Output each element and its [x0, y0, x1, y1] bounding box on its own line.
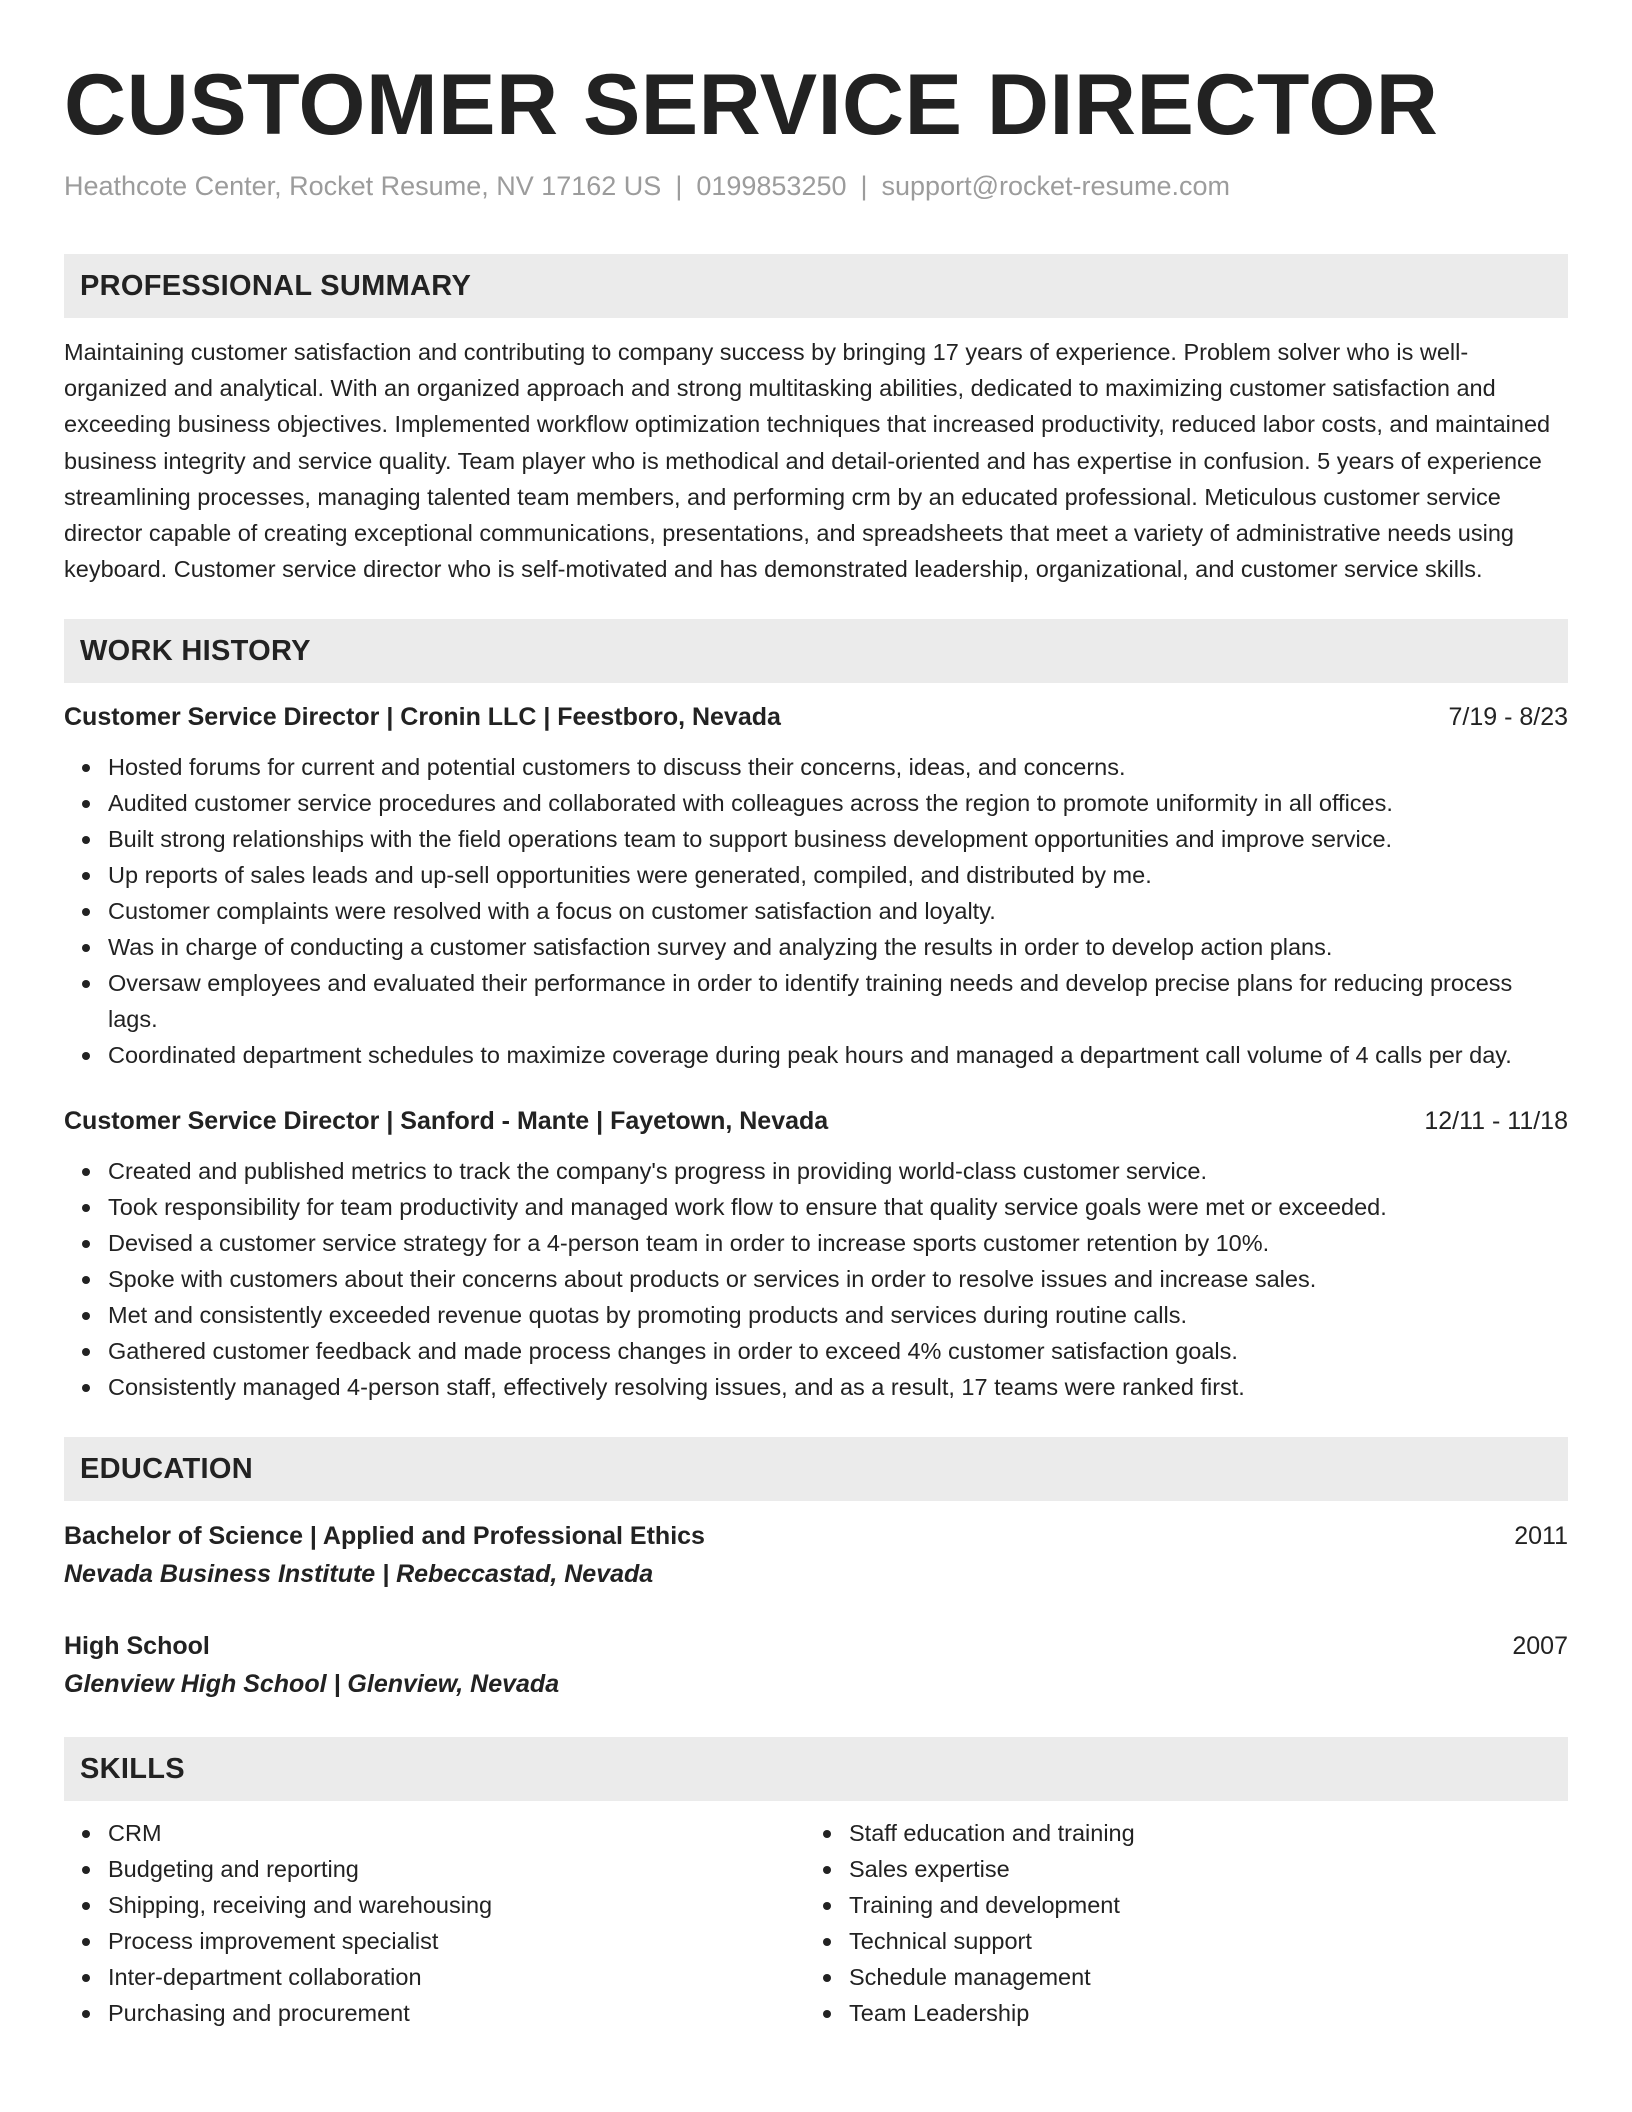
job-title: Customer Service Director | Sanford - Mante | Fayetown, Nevada: [64, 1107, 829, 1136]
bullet-icon: [82, 1240, 90, 1248]
bullet-icon: [82, 2010, 90, 2018]
job-bullet: [108, 857, 1568, 893]
job-bullet: [108, 1369, 1568, 1405]
job-bullet-text: Coordinated department schedules to maximize coverage during peak hours and managed a department call volume of 4 calls per day.: [108, 1042, 1512, 1069]
job-bullet: [108, 1153, 1568, 1189]
skill-item: [108, 1815, 798, 1851]
job-bullet-text: Audited customer service procedures and collaborated with colleagues across the region to promote uniformity in all offices.: [108, 790, 1393, 817]
section-header-work-history: WORK HISTORY: [64, 619, 1568, 683]
job-bullet-text: Consistently managed 4-person staff, effectively resolving issues, and as a result, 17 teams were ranked first.: [108, 1374, 1245, 1401]
job-bullet-text: Created and published metrics to track the company's progress in providing world-class customer service.: [108, 1158, 1208, 1185]
job-bullet: [108, 785, 1568, 821]
skill-text: Schedule management: [849, 1964, 1091, 1991]
skill-text: Training and development: [849, 1892, 1120, 1919]
bullet-icon: [82, 872, 90, 880]
contact-phone: 0199853250: [696, 171, 847, 201]
job-bullet-text: Gathered customer feedback and made process changes in order to exceed 4% customer satisfaction goals.: [108, 1338, 1238, 1365]
skill-item: [108, 1923, 798, 1959]
bullet-icon: [82, 1276, 90, 1284]
skill-text: Technical support: [849, 1928, 1032, 1955]
job-bullet: [108, 1333, 1568, 1369]
bullet-icon: [82, 764, 90, 772]
job-bullet-text: Was in charge of conducting a customer satisfaction survey and analyzing the results in order to develop action plans.: [108, 934, 1333, 961]
skills-list: [64, 1815, 1568, 2031]
job-bullet-text: Hosted forums for current and potential customers to discuss their concerns, ideas, and concerns.: [108, 754, 1126, 781]
education-degree: Bachelor of Science | Applied and Professional Ethics: [64, 1522, 705, 1551]
job-title: Customer Service Director | Cronin LLC | Feestboro, Nevada: [64, 703, 781, 732]
skill-item: [849, 1887, 1539, 1923]
skill-text: CRM: [108, 1820, 162, 1847]
job-bullet: [108, 749, 1568, 785]
bullet-icon: [823, 1866, 831, 1874]
contact-address: Heathcote Center, Rocket Resume, NV 17162 US: [64, 171, 662, 201]
contact-line: [64, 168, 1568, 204]
bullet-icon: [82, 1866, 90, 1874]
job-bullet: [108, 1037, 1568, 1073]
bullet-icon: [82, 800, 90, 808]
bullet-icon: [82, 1312, 90, 1320]
bullet-icon: [823, 1974, 831, 1982]
bullet-icon: [82, 944, 90, 952]
job-entry: [64, 1103, 1568, 1405]
job-bullet-text: Built strong relationships with the field operations team to support business development opportunities and improve service.: [108, 826, 1393, 853]
resume-page: [64, 0, 1568, 2031]
bullet-icon: [82, 1974, 90, 1982]
job-bullet-text: Took responsibility for team productivity and managed work flow to ensure that quality service goals were met or exceeded.: [108, 1194, 1387, 1221]
skill-item: [849, 1815, 1539, 1851]
skill-item: [849, 1995, 1539, 2031]
skill-text: Purchasing and procurement: [108, 2000, 410, 2027]
bullet-icon: [823, 1830, 831, 1838]
job-bullet: [108, 929, 1568, 965]
resume-title: CUSTOMER SERVICE DIRECTOR: [64, 57, 1439, 153]
bullet-icon: [82, 1938, 90, 1946]
skill-text: Shipping, receiving and warehousing: [108, 1892, 493, 1919]
job-bullet-text: Spoke with customers about their concerns about products or services in order to resolve issues and increase sales.: [108, 1266, 1317, 1293]
job-bullet: [108, 1225, 1568, 1261]
job-bullet-text: Oversaw employees and evaluated their performance in order to identify training needs and develop precise plans for reducing process lags.: [108, 970, 1513, 1033]
education-year: 2011: [1514, 1522, 1568, 1551]
education-school: Glenview High School | Glenview, Nevada: [64, 1670, 560, 1699]
bullet-icon: [823, 1938, 831, 1946]
bullet-icon: [82, 1902, 90, 1910]
skill-item: [108, 1851, 798, 1887]
contact-separator: |: [860, 171, 868, 201]
bullet-icon: [82, 1168, 90, 1176]
skills-column-right: [798, 1815, 1539, 2031]
skill-item: [108, 1959, 798, 1995]
job-dates: 12/11 - 11/18: [1424, 1107, 1568, 1136]
job-bullet-text: Devised a customer service strategy for a 4-person team in order to increase sports customer retention by 10%.: [108, 1230, 1270, 1257]
job-bullet-text: Up reports of sales leads and up-sell opportunities were generated, compiled, and distributed by me.: [108, 862, 1152, 889]
education-entry: [64, 1627, 1568, 1703]
skill-item: [849, 1923, 1539, 1959]
education-entry: [64, 1517, 1568, 1593]
bullet-icon: [82, 1348, 90, 1356]
skill-text: Team Leadership: [849, 2000, 1030, 2027]
skill-text: Staff education and training: [849, 1820, 1135, 1847]
bullet-icon: [823, 1902, 831, 1910]
section-header-summary: PROFESSIONAL SUMMARY: [64, 254, 1568, 318]
job-bullet: [108, 821, 1568, 857]
job-bullet-list: [64, 1153, 1568, 1405]
bullet-icon: [82, 908, 90, 916]
job-entry: [64, 699, 1568, 1073]
contact-email: support@rocket-resume.com: [881, 171, 1231, 201]
skill-text: Sales expertise: [849, 1856, 1010, 1883]
job-heading-row: [64, 699, 1568, 735]
bullet-icon: [82, 836, 90, 844]
bullet-icon: [82, 980, 90, 988]
section-header-skills: SKILLS: [64, 1737, 1568, 1801]
education-heading-row: [64, 1517, 1568, 1555]
skill-item: [849, 1851, 1539, 1887]
skill-text: Process improvement specialist: [108, 1928, 439, 1955]
job-bullet-list: [64, 749, 1568, 1073]
job-bullet: [108, 965, 1568, 1037]
education-school: Nevada Business Institute | Rebeccastad, Nevada: [64, 1560, 654, 1589]
skill-item: [849, 1959, 1539, 1995]
section-header-education: EDUCATION: [64, 1437, 1568, 1501]
job-heading-row: [64, 1103, 1568, 1139]
job-bullet: [108, 1297, 1568, 1333]
skill-item: [108, 1887, 798, 1923]
job-bullet: [108, 1261, 1568, 1297]
bullet-icon: [82, 1052, 90, 1060]
skill-text: Inter-department collaboration: [108, 1964, 422, 1991]
education-heading-row: [64, 1627, 1568, 1665]
contact-separator: |: [675, 171, 683, 201]
skill-item: [108, 1995, 798, 2031]
bullet-icon: [823, 2010, 831, 2018]
job-bullet-text: Customer complaints were resolved with a focus on customer satisfaction and loyalty.: [108, 898, 996, 925]
skill-text: Budgeting and reporting: [108, 1856, 359, 1883]
education-year: 2007: [1512, 1632, 1568, 1661]
job-bullet: [108, 893, 1568, 929]
bullet-icon: [82, 1204, 90, 1212]
education-degree: High School: [64, 1632, 210, 1661]
job-bullet: [108, 1189, 1568, 1225]
summary-text: Maintaining customer satisfaction and contributing to company success by bringing 17 years of experience. Problem solver who is well-organized and analytical. With an organized approach and strong multitasking abilities, dedicated to maximizing customer satisfaction and exceeding business objectives. Implemented workflow optimization techniques that increased productivity, reduced labor costs, and maintained business integrity and service quality. Team player who is methodical and detail-oriented and has expertise in confusion. 5 years of experience streamlining processes, managing talented team members, and performing crm by an educated professional. Meticulous customer service director capable of creating exceptional communications, presentations, and spreadsheets that meet a variety of administrative needs using keyboard. Customer service director who is self-motivated and has demonstrated leadership, organizational, and customer service skills.: [64, 339, 1551, 583]
bullet-icon: [82, 1384, 90, 1392]
skills-column-left: [64, 1815, 798, 2031]
bullet-icon: [82, 1830, 90, 1838]
job-dates: 7/19 - 8/23: [1448, 703, 1568, 732]
job-bullet-text: Met and consistently exceeded revenue quotas by promoting products and services during routine calls.: [108, 1302, 1188, 1329]
